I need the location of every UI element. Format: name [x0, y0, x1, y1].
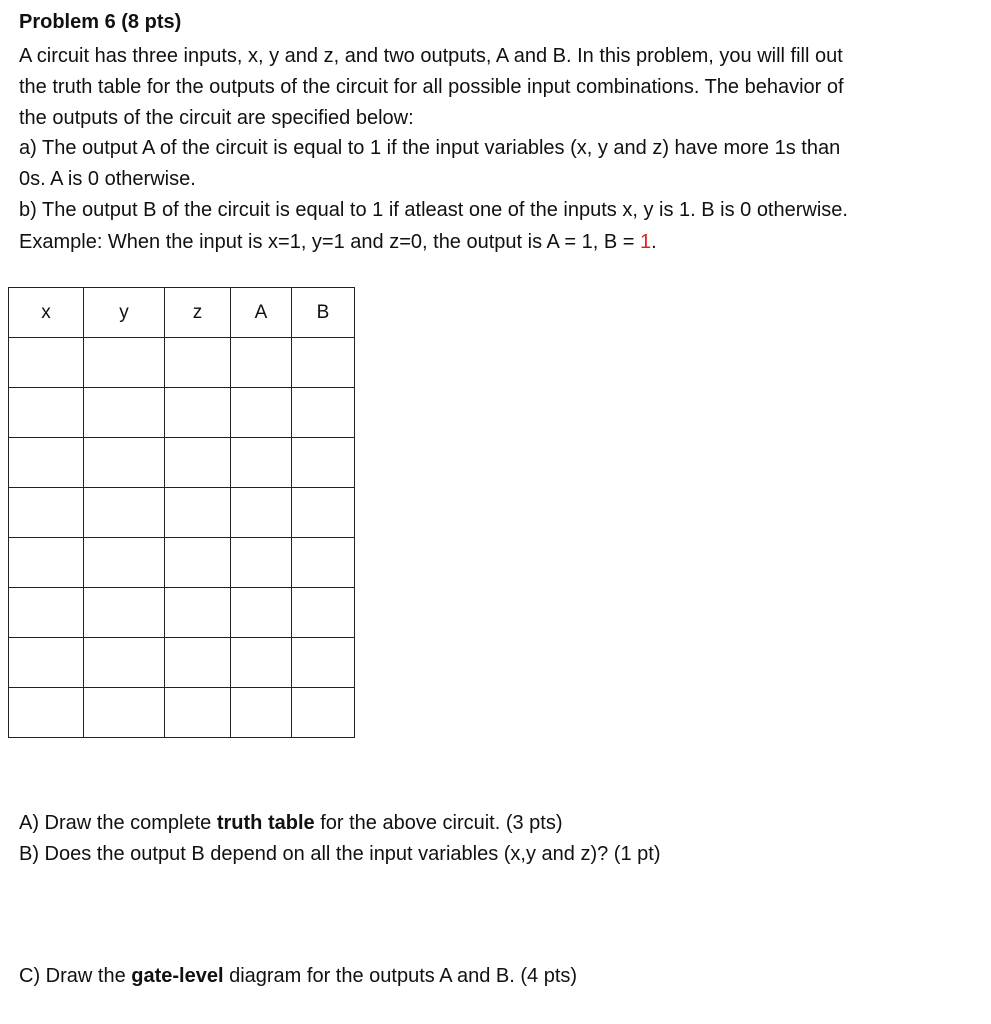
table-cell[interactable] [165, 638, 231, 688]
table-cell[interactable] [231, 638, 292, 688]
question-c [19, 963, 577, 989]
table-cell[interactable] [9, 488, 84, 538]
header-y: y [84, 288, 165, 338]
problem-title: Problem 6 (8 pts) [19, 11, 182, 33]
question-c-bold: gate-level [131, 965, 224, 987]
table-row [9, 338, 355, 388]
table-cell[interactable] [9, 638, 84, 688]
table-cell[interactable] [292, 638, 355, 688]
question-a [19, 810, 563, 836]
truth-table [8, 287, 355, 738]
rule-a-line-2: 0s. A is 0 otherwise. [19, 168, 196, 190]
example-text: Example: When the input is x=1, y=1 and z=0, the output is A = 1, B = [19, 231, 640, 253]
table-cell[interactable] [231, 538, 292, 588]
table-row [9, 438, 355, 488]
header-z: z [165, 288, 231, 338]
intro-line-3: the outputs of the circuit are specified below: [19, 107, 414, 129]
table-row [9, 638, 355, 688]
table-cell[interactable] [9, 388, 84, 438]
table-row [9, 488, 355, 538]
table-cell[interactable] [292, 488, 355, 538]
table-cell[interactable] [292, 588, 355, 638]
table-cell[interactable] [292, 338, 355, 388]
rule-b-line: b) The output B of the circuit is equal to 1 if atleast one of the inputs x, y is 1. B is 0 otherwise. [19, 199, 848, 221]
table-cell[interactable] [84, 638, 165, 688]
table-row [9, 688, 355, 738]
question-c-prefix: C) Draw the [19, 965, 132, 987]
table-cell[interactable] [165, 688, 231, 738]
table-cell[interactable] [292, 688, 355, 738]
table-cell[interactable] [165, 388, 231, 438]
table-cell[interactable] [84, 588, 165, 638]
table-row [9, 388, 355, 438]
header-a: A [231, 288, 292, 338]
table-header-row [9, 288, 355, 338]
example-line [19, 229, 657, 255]
intro-line-2: the truth table for the outputs of the circuit for all possible input combinations. The behavior of [19, 76, 844, 98]
table-cell[interactable] [84, 338, 165, 388]
table-cell[interactable] [165, 538, 231, 588]
question-a-suffix: for the above circuit. (3 pts) [314, 812, 563, 834]
table-cell[interactable] [9, 688, 84, 738]
table-cell[interactable] [231, 588, 292, 638]
table-cell[interactable] [292, 438, 355, 488]
table-row [9, 538, 355, 588]
question-a-bold: truth table [216, 812, 315, 834]
table-cell[interactable] [84, 688, 165, 738]
table-cell[interactable] [231, 688, 292, 738]
table-cell[interactable] [231, 388, 292, 438]
table-row [9, 588, 355, 638]
question-b: B) Does the output B depend on all the input variables (x,y and z)? (1 pt) [19, 843, 661, 865]
table-cell[interactable] [292, 388, 355, 438]
table-cell[interactable] [292, 538, 355, 588]
table-cell[interactable] [9, 338, 84, 388]
table-cell[interactable] [231, 338, 292, 388]
table-cell[interactable] [84, 438, 165, 488]
rule-a-line-1: a) The output A of the circuit is equal to 1 if the input variables (x, y and z) have more 1s than [19, 137, 841, 159]
table-cell[interactable] [9, 588, 84, 638]
table-cell[interactable] [84, 488, 165, 538]
table-cell[interactable] [9, 438, 84, 488]
table-cell[interactable] [231, 488, 292, 538]
table-cell[interactable] [165, 588, 231, 638]
table-cell[interactable] [231, 438, 292, 488]
question-a-prefix: A) Draw the complete [19, 812, 217, 834]
example-highlight: 1 [639, 231, 652, 253]
header-b: B [292, 288, 355, 338]
table-cell[interactable] [165, 488, 231, 538]
table-cell[interactable] [165, 438, 231, 488]
table-cell[interactable] [165, 338, 231, 388]
table-cell[interactable] [84, 388, 165, 438]
intro-line-1: A circuit has three inputs, x, y and z, and two outputs, A and B. In this problem, you will fill out [19, 45, 843, 67]
table-cell[interactable] [9, 538, 84, 588]
question-c-suffix: diagram for the outputs A and B. (4 pts) [223, 965, 578, 987]
example-suffix: . [651, 231, 657, 253]
header-x: x [9, 288, 84, 338]
table-cell[interactable] [84, 538, 165, 588]
